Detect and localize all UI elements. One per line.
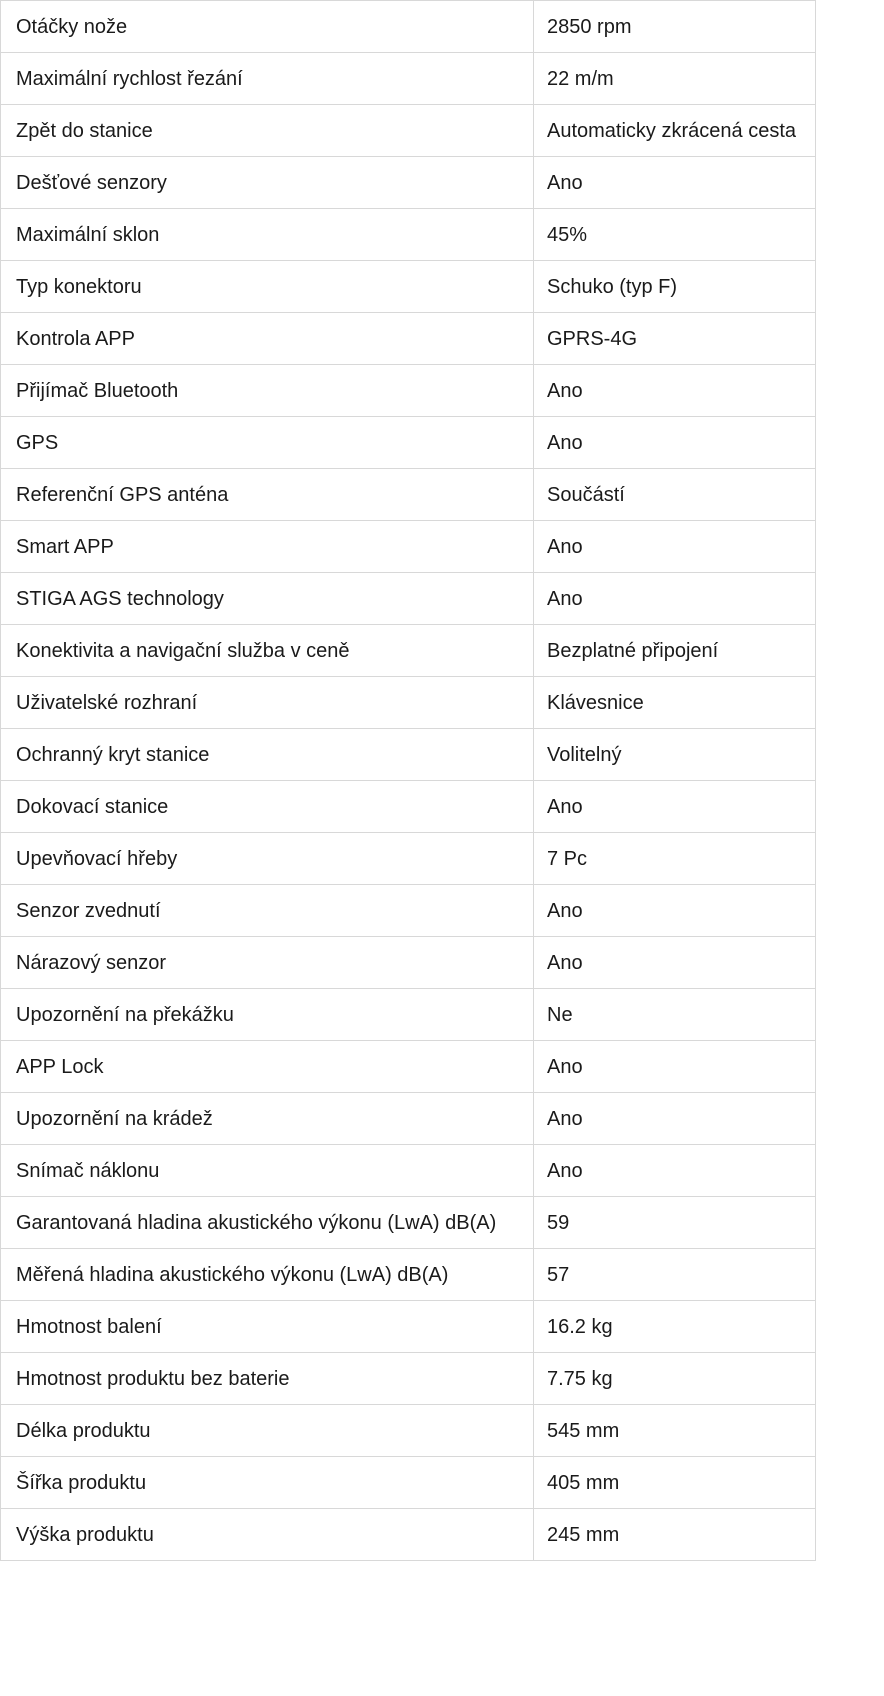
- table-row: [1, 729, 816, 781]
- spec-label: Uživatelské rozhraní: [1, 677, 534, 729]
- spec-label: Měřená hladina akustického výkonu (LwA) dB(A): [1, 1249, 534, 1301]
- spec-value: Ne: [534, 989, 816, 1041]
- table-row: [1, 989, 816, 1041]
- spec-label: Hmotnost produktu bez baterie: [1, 1353, 534, 1405]
- spec-value: 7 Pc: [534, 833, 816, 885]
- spec-value: 16.2 kg: [534, 1301, 816, 1353]
- spec-label: Hmotnost balení: [1, 1301, 534, 1353]
- spec-label: Dokovací stanice: [1, 781, 534, 833]
- spec-value: Ano: [534, 417, 816, 469]
- spec-value: Klávesnice: [534, 677, 816, 729]
- spec-value: 545 mm: [534, 1405, 816, 1457]
- spec-label: Ochranný kryt stanice: [1, 729, 534, 781]
- spec-label: Referenční GPS anténa: [1, 469, 534, 521]
- spec-value: 59: [534, 1197, 816, 1249]
- spec-value: 57: [534, 1249, 816, 1301]
- table-row: [1, 885, 816, 937]
- table-row: [1, 1249, 816, 1301]
- table-row: [1, 365, 816, 417]
- spec-label: APP Lock: [1, 1041, 534, 1093]
- spec-value: 405 mm: [534, 1457, 816, 1509]
- spec-value: Ano: [534, 1041, 816, 1093]
- spec-label: Smart APP: [1, 521, 534, 573]
- spec-value: 22 m/m: [534, 53, 816, 105]
- table-row: [1, 105, 816, 157]
- table-row: [1, 1197, 816, 1249]
- table-row: [1, 1, 816, 53]
- spec-label: Senzor zvednutí: [1, 885, 534, 937]
- spec-label: Kontrola APP: [1, 313, 534, 365]
- spec-label: Typ konektoru: [1, 261, 534, 313]
- table-row: [1, 937, 816, 989]
- spec-value: Ano: [534, 573, 816, 625]
- spec-label: Šířka produktu: [1, 1457, 534, 1509]
- spec-value: Ano: [534, 1093, 816, 1145]
- spec-label: GPS: [1, 417, 534, 469]
- spec-label: Maximální rychlost řezání: [1, 53, 534, 105]
- spec-value: Ano: [534, 521, 816, 573]
- spec-label: Maximální sklon: [1, 209, 534, 261]
- spec-label: STIGA AGS technology: [1, 573, 534, 625]
- spec-label: Nárazový senzor: [1, 937, 534, 989]
- spec-value: Ano: [534, 937, 816, 989]
- table-row: [1, 209, 816, 261]
- spec-label: Přijímač Bluetooth: [1, 365, 534, 417]
- table-row: [1, 781, 816, 833]
- table-row: [1, 1145, 816, 1197]
- table-row: [1, 1457, 816, 1509]
- spec-value: Ano: [534, 781, 816, 833]
- spec-value: 245 mm: [534, 1509, 816, 1561]
- spec-value: Automaticky zkrácená cesta: [534, 105, 816, 157]
- spec-label: Upozornění na krádež: [1, 1093, 534, 1145]
- spec-value: Schuko (typ F): [534, 261, 816, 313]
- table-row: [1, 469, 816, 521]
- table-row: [1, 1509, 816, 1561]
- table-row: [1, 157, 816, 209]
- spec-value: Ano: [534, 157, 816, 209]
- table-row: [1, 833, 816, 885]
- spec-value: GPRS-4G: [534, 313, 816, 365]
- spec-label: Výška produktu: [1, 1509, 534, 1561]
- spec-label: Dešťové senzory: [1, 157, 534, 209]
- table-row: [1, 521, 816, 573]
- table-row: [1, 53, 816, 105]
- spec-value: Volitelný: [534, 729, 816, 781]
- table-row: [1, 1041, 816, 1093]
- table-row: [1, 417, 816, 469]
- spec-value: Ano: [534, 1145, 816, 1197]
- spec-label: Délka produktu: [1, 1405, 534, 1457]
- table-row: [1, 1405, 816, 1457]
- spec-value: Součástí: [534, 469, 816, 521]
- spec-value: 2850 rpm: [534, 1, 816, 53]
- spec-label: Upevňovací hřeby: [1, 833, 534, 885]
- spec-label: Konektivita a navigační služba v ceně: [1, 625, 534, 677]
- table-row: [1, 625, 816, 677]
- spec-value: 45%: [534, 209, 816, 261]
- table-row: [1, 1093, 816, 1145]
- table-row: [1, 677, 816, 729]
- spec-value: 7.75 kg: [534, 1353, 816, 1405]
- spec-label: Zpět do stanice: [1, 105, 534, 157]
- spec-table-body: [1, 1, 816, 1561]
- spec-label: Otáčky nože: [1, 1, 534, 53]
- spec-label: Snímač náklonu: [1, 1145, 534, 1197]
- table-row: [1, 573, 816, 625]
- spec-label: Upozornění na překážku: [1, 989, 534, 1041]
- spec-value: Ano: [534, 885, 816, 937]
- spec-label: Garantovaná hladina akustického výkonu (LwA) dB(A): [1, 1197, 534, 1249]
- spec-value: Bezplatné připojení: [534, 625, 816, 677]
- table-row: [1, 1353, 816, 1405]
- table-row: [1, 313, 816, 365]
- spec-value: Ano: [534, 365, 816, 417]
- table-row: [1, 261, 816, 313]
- table-row: [1, 1301, 816, 1353]
